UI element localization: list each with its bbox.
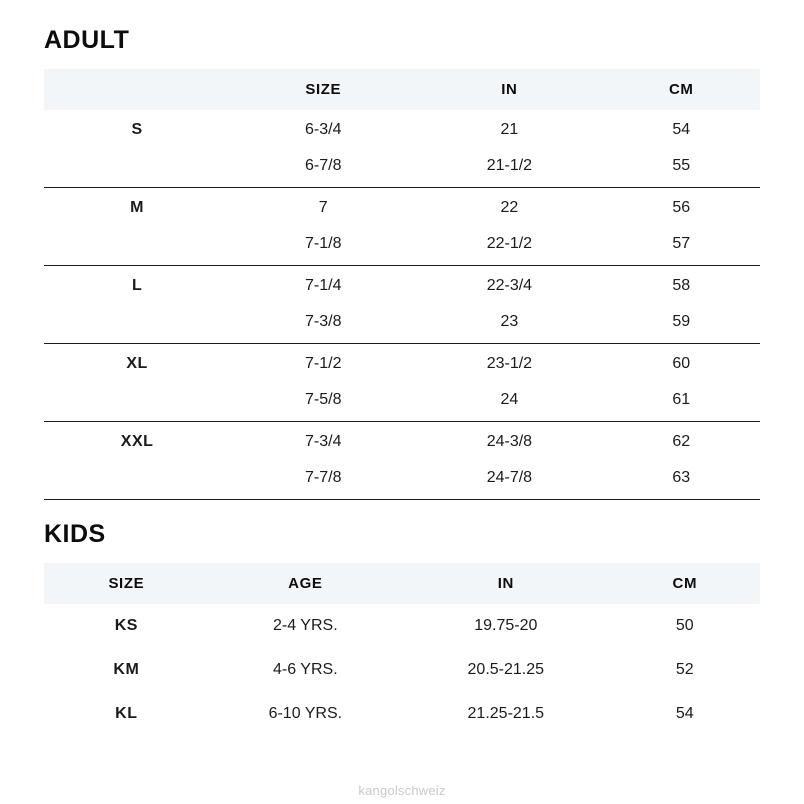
table-row — [44, 304, 760, 344]
adult-header-cm: CM — [602, 69, 760, 110]
table-row — [44, 382, 760, 422]
table-row — [44, 604, 760, 648]
adult-cell-size: 7 — [230, 188, 416, 227]
adult-header-in: IN — [416, 69, 602, 110]
adult-cell-size: 7-5/8 — [305, 391, 342, 408]
table-row — [44, 344, 760, 383]
adult-table-body — [44, 110, 760, 500]
adult-section-title: ADULT — [44, 26, 130, 54]
adult-row-label-empty — [44, 460, 230, 500]
kids-size-table — [44, 563, 760, 736]
adult-cell-cm: 63 — [602, 460, 760, 500]
adult-cell-size: 6-7/8 — [305, 157, 342, 174]
kids-cell-age: 4-6 YRS. — [273, 661, 338, 678]
adult-row-label-empty — [44, 304, 230, 344]
adult-cell-size: 7-3/8 — [305, 313, 342, 330]
table-row — [44, 148, 760, 188]
kids-cell-age: 6-10 YRS. — [268, 705, 343, 722]
kids-header-in: IN — [402, 563, 610, 604]
adult-cell-cm: 62 — [602, 422, 760, 461]
table-row — [44, 110, 760, 148]
adult-row-label: XXL — [44, 422, 230, 461]
adult-cell-cm: 59 — [672, 313, 691, 330]
adult-row-label-empty — [44, 226, 230, 266]
table-row — [44, 422, 760, 461]
adult-row-label-empty — [44, 148, 230, 188]
adult-row-label: M — [44, 188, 230, 227]
adult-cell-size: 7-7/8 — [230, 460, 416, 500]
table-row — [44, 188, 760, 227]
kids-cell-in: 19.75-20 — [474, 617, 538, 634]
adult-cell-in: 24 — [500, 391, 519, 408]
kids-header-size: SIZE — [44, 563, 209, 604]
kids-cell-cm: 54 — [675, 705, 694, 722]
table-row — [44, 460, 760, 500]
adult-cell-in: 21 — [500, 121, 519, 138]
kids-cell-cm: 52 — [675, 661, 694, 678]
watermark: kangolschweiz — [358, 783, 446, 798]
adult-row-label: XL — [44, 344, 230, 383]
kids-section-title: KIDS — [44, 520, 106, 548]
table-row — [44, 266, 760, 305]
adult-cell-in: 24-7/8 — [416, 460, 602, 500]
adult-cell-cm: 61 — [672, 391, 691, 408]
kids-header-age: AGE — [209, 563, 402, 604]
kids-table-body — [44, 604, 760, 736]
adult-cell-cm: 60 — [602, 344, 760, 383]
adult-cell-in: 22-3/4 — [416, 266, 602, 305]
adult-cell-in: 21-1/2 — [486, 157, 533, 174]
kids-cell-size: KL — [115, 705, 138, 722]
adult-cell-in: 23 — [500, 313, 519, 330]
kids-header-row — [44, 563, 760, 604]
adult-header-blank — [44, 69, 230, 110]
adult-size-table — [44, 69, 760, 500]
table-row — [44, 648, 760, 692]
adult-cell-in: 23-1/2 — [416, 344, 602, 383]
adult-cell-in: 22-1/2 — [486, 235, 533, 252]
table-row — [44, 226, 760, 266]
kids-cell-in: 21.25-21.5 — [467, 705, 545, 722]
kids-cell-size: KM — [113, 661, 140, 678]
kids-cell-age: 2-4 YRS. — [273, 617, 338, 634]
adult-cell-cm: 54 — [672, 121, 691, 138]
adult-header-row — [44, 69, 760, 110]
adult-cell-cm: 58 — [602, 266, 760, 305]
kids-cell-in: 20.5-21.25 — [467, 661, 545, 678]
adult-table-head — [44, 69, 760, 110]
adult-cell-in: 24-3/8 — [416, 422, 602, 461]
adult-row-label: L — [44, 266, 230, 305]
adult-cell-cm: 56 — [602, 188, 760, 227]
adult-row-label-empty — [44, 382, 230, 422]
adult-cell-size: 6-3/4 — [305, 121, 342, 138]
kids-cell-cm: 50 — [675, 617, 694, 634]
adult-cell-cm: 55 — [672, 157, 691, 174]
kids-header-cm: CM — [610, 563, 760, 604]
adult-cell-size: 7-1/2 — [230, 344, 416, 383]
adult-cell-size: 7-3/4 — [230, 422, 416, 461]
adult-cell-cm: 57 — [672, 235, 691, 252]
kids-cell-size: KS — [114, 617, 138, 634]
adult-row-label: S — [131, 121, 143, 138]
adult-cell-size: 7-1/8 — [305, 235, 342, 252]
adult-cell-in: 22 — [416, 188, 602, 227]
adult-header-size: SIZE — [230, 69, 416, 110]
kids-table-head — [44, 563, 760, 604]
table-row — [44, 692, 760, 736]
adult-cell-size: 7-1/4 — [230, 266, 416, 305]
